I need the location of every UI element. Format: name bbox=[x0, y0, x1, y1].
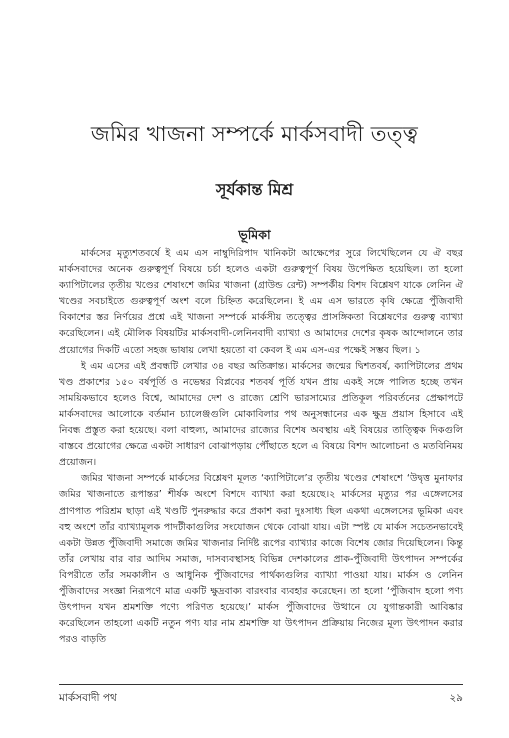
paragraph-3: জমির খাজনা সম্পর্কে মার্কসের বিশ্লেষণ মূলত ‘ক্যাপিটালে’র তৃতীয় খণ্ডের শেষাংশে ‘উদ্বৃত্ত মুনাফার জমির খাজনাতে রূপান্তর’ শীর্ষক অংশে বিশদে ব্যাখ্যা করা হয়েছে।২ মার্কসের মৃত্যুর পর এঙ্গেলসের প্রাণপাত পরিশ্রম ছাড়া এই খণ্ডটি পুনরুদ্ধার করে প্রকাশ করা দুঃসাধ্য ছিল একথা এঙ্গেলসের ভূমিকা এবং বহু অংশে তাঁর ব্যাখ্যামূলক পাদটীকাগুলির সংযোজন থেকে বোঝা যায়। এটা স্পষ্ট যে মার্কস সচেতনভাবেই একটা উন্নত পুঁজিবাদী সমাজে জমির খাজনার নির্দিষ্ট রূপের ব্যাখ্যার কাজে বিশেষ জোর দিয়েছিলেন। কিন্তু তাঁর লেখায় বার বার আদিম সমাজ, দাসব্যবস্থাসহ বিভিন্ন দেশকালের প্রাক-পুঁজিবাদী উৎপাদন সম্পর্কের বিপরীতে তাঁর সমকালীন ও আধুনিক পুঁজিবাদের পার্থক্যগুলির ব্যাখ্যা পাওয়া যায়। মার্কস ও লেনিন পুঁজিবাদের সংজ্ঞা নিরূপণে মাত্র একটি ক্ষুদ্রবাক্য বারংবার ব্যবহার করেছেন। তা হলো ‘পুঁজিবাদ হলো পণ্য উৎপাদন যখন শ্রমশক্তি পণ্যে পরিণত হয়েছে।’ মার্কস পুঁজিবাদের উত্থানে যে যুগান্তকারী আবিষ্কার করেছিলেন তাহলো একটি নতুন পণ্য যার নাম শ্রমশক্তি যা উৎপাদন প্রক্রিয়ায় নিজের মূল্য উৎপাদন করার পরও বাড়তি bbox=[59, 473, 463, 646]
paragraph-1: মার্কসের মৃত্যুশতবর্ষে ই এম এস নাম্বুদিরিপাদ খানিকটা আক্ষেপের সুরে লিখেছিলেন যে ঐ বছর মার্কসবাদের অনেক গুরুত্বপূর্ণ বিষয়ে চর্চা হলেও একটা গুরুত্বপূর্ণ বিষয় উপেক্ষিত হয়েছিল। তা হলো ক্যাপিটালের তৃতীয় খণ্ডের শেষাংশে জমির খাজনা (গ্রাউন্ড রেন্ট) সম্পর্কীয় বিশদ বিশ্লেষণ যাকে লেনিন ঐ খণ্ডের সবচাইতে গুরুত্বপূর্ণ অংশ বলে চিহ্নিত করেছিলেন। ই এম এস ভারতে কৃষি ক্ষেত্রে পুঁজিবাদী বিকাশের স্তর নির্ণয়ের প্রশ্নে এই খাজনা সম্পর্কে মার্কসীয় তত্ত্বের প্রাসঙ্গিকতা বিশ্লেষণের গুরুত্ব ব্যাখ্যা করেছিলেন। এই মৌলিক বিষয়টির মার্কসবাদী-লেনিনবাদী ব্যাখ্যা ও আমাদের দেশের কৃষক আন্দোলনে তার প্রয়োগের দিকটি এতো সহজ ভাষায় লেখা হয়তো বা কেবল ই এম এস-এর পক্ষেই সম্ভব ছিল। ১ bbox=[59, 248, 463, 356]
article-body bbox=[59, 246, 463, 648]
paragraph-2: ই এম এসের এই প্রবন্ধটি লেখার ৩৪ বছর অতিক্রান্ত। মার্কসের জন্মের দ্বিশতবর্ষ, ক্যাপিটালের প্রথম খণ্ড প্রকাশের ১৫০ বর্ষপূর্তি ও নভেম্বর বিপ্লবের শতবর্ষ পূর্তি যখন প্রায় একই সঙ্গে পালিত হচ্ছে তখন সাময়িকভাবে হলেও বিশ্বে, আমাদের দেশ ও রাজ্যে শ্রেণি ভারসাম্যের প্রতিকূল পরিবর্তনের প্রেক্ষাপটে মার্কসবাদের আলোকে বর্তমান চ্যালেঞ্জগুলি মোকাবিলার পথ অনুসন্ধানের এক ক্ষুদ্র প্রয়াস হিসাবে এই নিবন্ধ প্রস্তুত করা হয়েছে। বলা বাহুল্য, আমাদের রাজ্যের বিশেষ অবস্থায় এই বিষয়ের তাত্ত্বিক দিকগুলি বাস্তবে প্রয়োগের ক্ষেত্রে একটা সাধারণ বোঝাপড়ায় পৌঁছাতে হলে এ বিষয়ে বিশদ আলোচনা ও মতবিনিময় প্রয়োজন। bbox=[59, 360, 463, 469]
page-number: ২৯ bbox=[449, 692, 463, 704]
article-title: জমির খাজনা সম্পর্কে মার্কসবাদী তত্ত্ব bbox=[90, 122, 419, 146]
article-author: সূর্যকান্ত মিশ্র bbox=[215, 180, 294, 199]
section-heading: ভূমিকা bbox=[238, 227, 271, 242]
journal-name: মার্কসবাদী পথ bbox=[59, 692, 117, 704]
footer-divider bbox=[59, 684, 463, 685]
